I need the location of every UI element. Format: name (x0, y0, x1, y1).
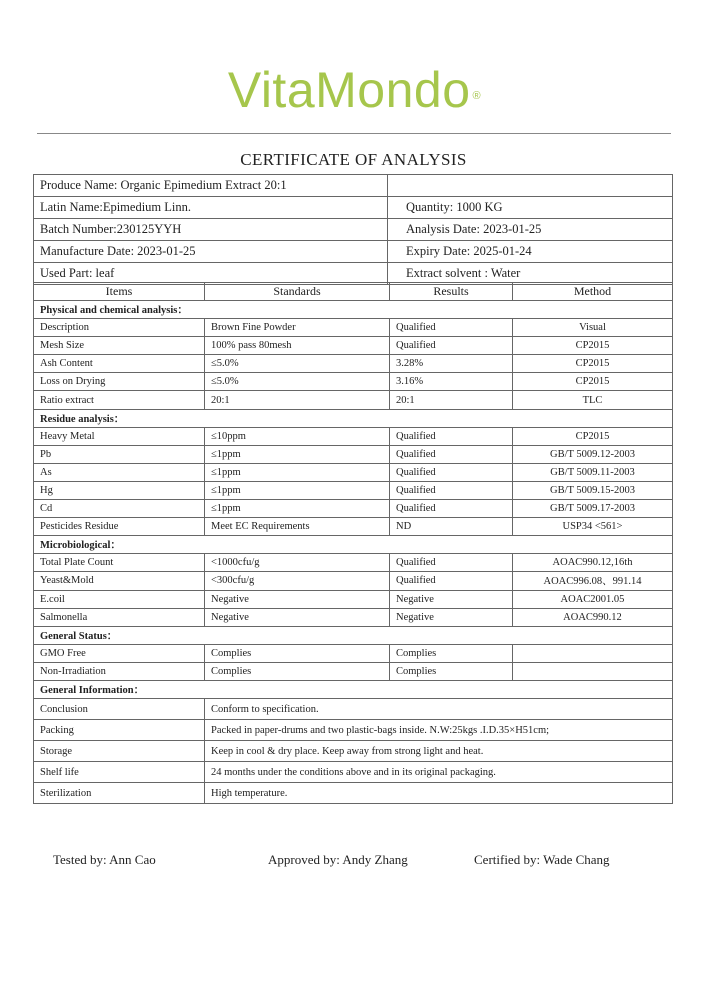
section-header-row (34, 680, 673, 698)
table-row (34, 481, 673, 499)
standard-cell: ≤1ppm (205, 445, 390, 463)
method-cell: CP2015 (513, 337, 673, 355)
table-row (34, 373, 673, 391)
standard-cell: <1000cfu/g (205, 554, 390, 572)
approved-by: Approved by: Andy Zhang (268, 852, 408, 867)
result-cell: Negative (390, 590, 513, 608)
method-cell: TLC (513, 391, 673, 409)
info-text-cell: High temperature. (205, 783, 673, 804)
item-cell: Loss on Drying (34, 373, 205, 391)
latin-name: Latin Name:Epimedium Linn. (34, 197, 388, 219)
result-cell: 3.16% (390, 373, 513, 391)
brand-name: VitaMondo (227, 62, 471, 118)
result-cell: Qualified (390, 481, 513, 499)
item-cell: As (34, 463, 205, 481)
table-row (34, 662, 673, 680)
column-header-standards: Standards (205, 283, 390, 301)
method-cell (513, 662, 673, 680)
section-title: Residue analysis： (34, 409, 673, 427)
result-cell: Negative (390, 608, 513, 626)
standard-cell: ≤10ppm (205, 427, 390, 445)
method-cell: AOAC990.12 (513, 608, 673, 626)
section-header-row (34, 626, 673, 644)
table-row (34, 590, 673, 608)
method-cell: CP2015 (513, 373, 673, 391)
item-cell: Total Plate Count (34, 554, 205, 572)
method-cell: AOAC2001.05 (513, 590, 673, 608)
used-part: Used Part: leaf (34, 263, 388, 285)
item-cell: Mesh Size (34, 337, 205, 355)
item-cell: Salmonella (34, 608, 205, 626)
result-cell: Qualified (390, 427, 513, 445)
header-divider (37, 133, 671, 134)
result-cell: ND (390, 518, 513, 536)
method-cell: CP2015 (513, 427, 673, 445)
item-cell: Non-Irradiation (34, 662, 205, 680)
empty-cell (388, 175, 673, 197)
analysis-date: Analysis Date: 2023-01-25 (388, 219, 673, 241)
table-row (34, 319, 673, 337)
standard-cell: Complies (205, 644, 390, 662)
method-cell: GB/T 5009.15-2003 (513, 481, 673, 499)
item-cell: Cd (34, 500, 205, 518)
item-cell: Heavy Metal (34, 427, 205, 445)
table-row (34, 337, 673, 355)
document-title: CERTIFICATE OF ANALYSIS (240, 150, 467, 169)
product-info-table (33, 174, 673, 285)
column-header-method: Method (513, 283, 673, 301)
result-cell: Complies (390, 644, 513, 662)
table-row (34, 741, 673, 762)
method-cell: USP34 <561> (513, 518, 673, 536)
method-cell: CP2015 (513, 355, 673, 373)
standard-cell: Meet EC Requirements (205, 518, 390, 536)
method-cell: GB/T 5009.17-2003 (513, 500, 673, 518)
standard-cell: <300cfu/g (205, 572, 390, 590)
method-cell (513, 644, 673, 662)
item-cell: Description (34, 319, 205, 337)
item-cell: Packing (34, 720, 205, 741)
standard-cell: Brown Fine Powder (205, 319, 390, 337)
table-row (34, 500, 673, 518)
item-cell: Storage (34, 741, 205, 762)
batch-number: Batch Number:230125YYH (34, 219, 388, 241)
result-cell: 3.28% (390, 355, 513, 373)
standard-cell: Negative (205, 608, 390, 626)
item-cell: Hg (34, 481, 205, 499)
table-row (34, 572, 673, 590)
section-header-row (34, 536, 673, 554)
standard-cell: ≤5.0% (205, 355, 390, 373)
method-cell: GB/T 5009.11-2003 (513, 463, 673, 481)
product-info-row (34, 175, 673, 197)
result-cell: Qualified (390, 445, 513, 463)
method-cell: Visual (513, 319, 673, 337)
item-cell: Shelf life (34, 762, 205, 783)
item-cell: Sterilization (34, 783, 205, 804)
item-cell: Ratio extract (34, 391, 205, 409)
result-cell: 20:1 (390, 391, 513, 409)
standard-cell: ≤5.0% (205, 373, 390, 391)
certified-by: Certified by: Wade Chang (474, 852, 610, 867)
table-row (34, 554, 673, 572)
standard-cell: ≤1ppm (205, 500, 390, 518)
item-cell: Pesticides Residue (34, 518, 205, 536)
product-name: Produce Name: Organic Epimedium Extract 20:1 (34, 175, 388, 197)
result-cell: Qualified (390, 572, 513, 590)
table-row (34, 427, 673, 445)
table-row (34, 445, 673, 463)
standard-cell: Negative (205, 590, 390, 608)
product-info-row (34, 219, 673, 241)
product-info-row (34, 241, 673, 263)
item-cell: Pb (34, 445, 205, 463)
item-cell: GMO Free (34, 644, 205, 662)
result-cell: Qualified (390, 319, 513, 337)
item-cell: Conclusion (34, 699, 205, 720)
section-header-row (34, 301, 673, 319)
analysis-table (33, 282, 673, 804)
result-cell: Qualified (390, 463, 513, 481)
table-row (34, 720, 673, 741)
product-info-row (34, 197, 673, 219)
brand-logo (0, 60, 707, 120)
section-title: General Information： (34, 680, 673, 698)
column-header-items: Items (34, 283, 205, 301)
item-cell: Yeast&Mold (34, 572, 205, 590)
standard-cell: ≤1ppm (205, 481, 390, 499)
info-text-cell: Conform to specification. (205, 699, 673, 720)
expiry-date: Expiry Date: 2025-01-24 (388, 241, 673, 263)
method-cell: AOAC996.08、991.14 (513, 572, 673, 590)
result-cell: Qualified (390, 500, 513, 518)
table-row (34, 463, 673, 481)
method-cell: GB/T 5009.12-2003 (513, 445, 673, 463)
table-row (34, 355, 673, 373)
table-row (34, 762, 673, 783)
info-text-cell: Keep in cool & dry place. Keep away from strong light and heat. (205, 741, 673, 762)
tested-by: Tested by: Ann Cao (53, 852, 156, 867)
table-row (34, 644, 673, 662)
standard-cell: Complies (205, 662, 390, 680)
section-title: Physical and chemical analysis： (34, 301, 673, 319)
table-row (34, 518, 673, 536)
quantity: Quantity: 1000 KG (388, 197, 673, 219)
standard-cell: ≤1ppm (205, 463, 390, 481)
table-row (34, 391, 673, 409)
registered-mark: ® (472, 90, 482, 102)
item-cell: Ash Content (34, 355, 205, 373)
result-cell: Qualified (390, 337, 513, 355)
table-row (34, 783, 673, 804)
info-text-cell: Packed in paper-drums and two plastic-bags inside. N.W:25kgs .I.D.35×H51cm; (205, 720, 673, 741)
result-cell: Complies (390, 662, 513, 680)
table-row (34, 608, 673, 626)
section-header-row (34, 409, 673, 427)
extract-solvent: Extract solvent : Water (388, 263, 673, 285)
section-title: General Status： (34, 626, 673, 644)
section-title: Microbiological： (34, 536, 673, 554)
result-cell: Qualified (390, 554, 513, 572)
table-header-row (34, 283, 673, 301)
standard-cell: 20:1 (205, 391, 390, 409)
method-cell: AOAC990.12,16th (513, 554, 673, 572)
info-text-cell: 24 months under the conditions above and in its original packaging. (205, 762, 673, 783)
standard-cell: 100% pass 80mesh (205, 337, 390, 355)
item-cell: E.coil (34, 590, 205, 608)
table-row (34, 699, 673, 720)
column-header-results: Results (390, 283, 513, 301)
manufacture-date: Manufacture Date: 2023-01-25 (34, 241, 388, 263)
